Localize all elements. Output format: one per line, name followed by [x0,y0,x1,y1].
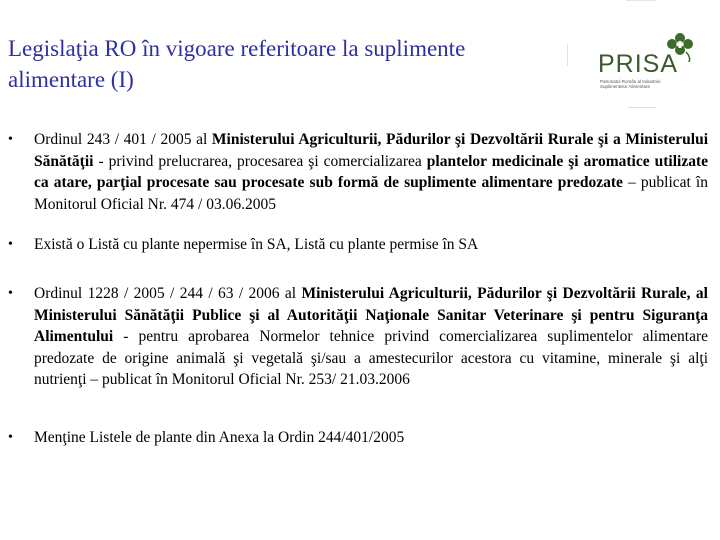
item-bold-text: plantelor medicinale şi aromatice utilizate ca atare, parţial procesate sau procesate sub formă de suplimente alimentare predozate [34,152,708,192]
prisa-logo [590,22,694,102]
item-bold-text: Ministerului Agriculturii, Pădurilor şi Dezvoltării Rurale şi a Ministerului Sănătăţii [34,131,708,170]
bullet: • [8,286,13,301]
item-text: – publicat în Monitorul Oficial Nr. 474 / 03.06.2005 [34,174,708,213]
item-text: Există o Listă cu plante nepermise în SA, Listă cu plante permise în SA [34,236,479,253]
item-text: - pentru aprobarea Normelor tehnice privind comercializarea suplimentelor alimentare predozate de origine animală şi vegetală şi/sau a amestecurilor acestora cu vitamine, minerale şi alţi nutrienţi – publicat în Monitorul Oficial Nr. 253/ 21.03.2006 [34,328,708,389]
list-item [34,129,708,215]
list-item [34,427,708,449]
item-text: Menţine Listele de plante din Anexa la Ordin 244/401/2005 [34,429,405,446]
bullet: • [8,430,13,445]
logo-wordmark: PRISA [598,50,679,78]
item-text: Ordinul 1228 / 2005 / 244 / 63 / 2006 al [34,285,302,302]
bullet: • [8,132,13,147]
divider [626,0,656,1]
bullet: • [8,237,13,252]
logo-subtitle: Patronatul Român al Industriei Suplimentelor Alimentare [600,79,661,89]
list-item [34,234,708,256]
slide-title: Legislaţia RO în vigoare referitoare la suplimente alimentare (I) [8,36,466,92]
list-item [34,283,708,391]
item-text: Ordinul 243 / 401 / 2005 al [34,131,212,148]
divider [628,107,656,108]
item-bold-text: Ministerului Agriculturii, Pădurilor şi Dezvoltării Rurale, al Ministerului Sănătăţii Publice şi al Autorităţii Naţionale Sanitar Veterinare şi pentru Siguranţa Alimentului [34,285,708,346]
item-text: - privind prelucrarea, procesarea şi comercializarea [93,152,427,170]
divider [567,44,568,66]
